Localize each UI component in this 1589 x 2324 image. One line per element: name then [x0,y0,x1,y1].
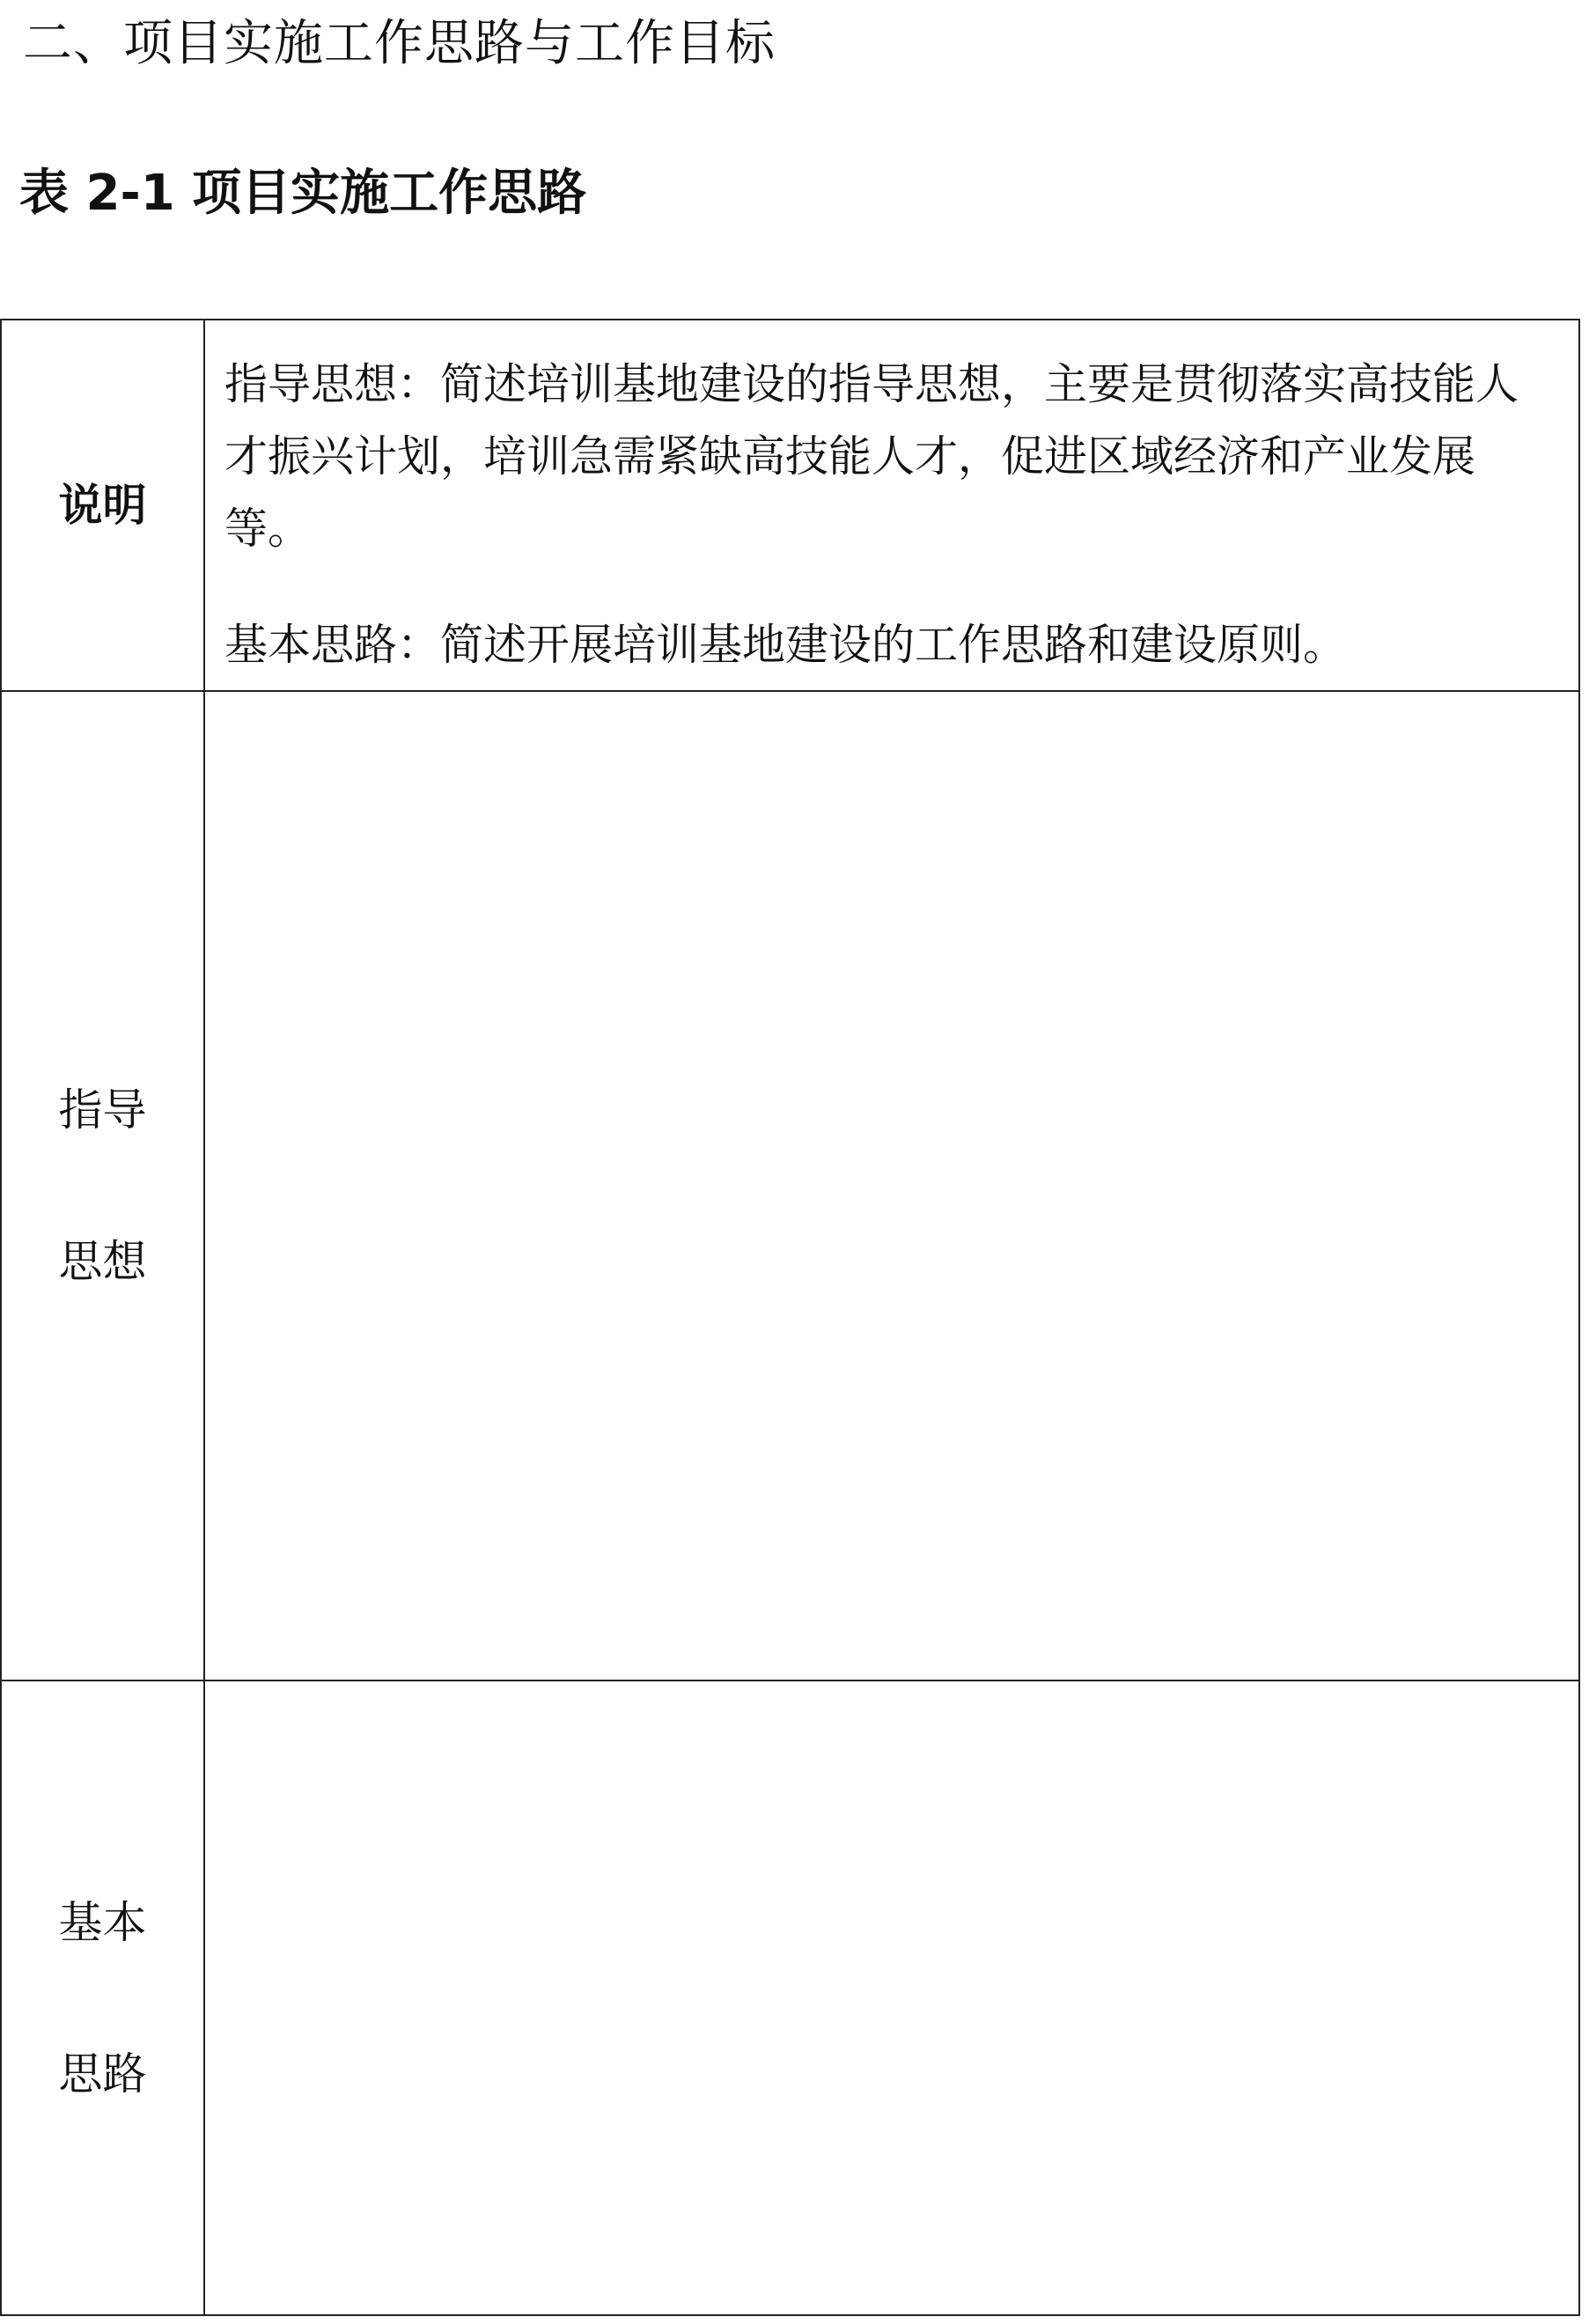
guiding-ideology-label-line2: 思想 [58,1236,147,1287]
basic-approach-label-line2: 思路 [58,2048,147,2100]
basic-approach-label-line1: 基本 [58,1896,147,1948]
table-row-description [1,320,1579,691]
table-row-guiding-ideology [1,691,1579,1680]
table-caption: 表 2-1 项目实施工作思路 [19,165,587,222]
guiding-ideology-label-cell [1,691,204,1680]
guiding-ideology-instruction: 指导思想：简述培训基地建设的指导思想，主要是贯彻落实高技能人才振兴计划，培训急需紧缺高技能人才，促进区域经济和产业发展等。 [224,359,1519,554]
work-approach-table [0,319,1580,2316]
section-heading: 二、项目实施工作思路与工作目标 [23,15,776,72]
guiding-ideology-content-cell[interactable] [204,691,1579,1680]
table-row-basic-approach [1,1680,1579,2315]
guiding-ideology-label-line1: 指导 [58,1085,147,1136]
basic-approach-content-cell[interactable] [204,1680,1579,2315]
basic-approach-instruction: 基本思路：简述开展培训基地建设的工作思路和建设原则。 [224,620,1347,670]
basic-approach-label-cell [1,1680,204,2315]
description-content-cell [204,320,1579,691]
description-label-cell [1,320,204,691]
description-label: 说明 [58,480,147,531]
